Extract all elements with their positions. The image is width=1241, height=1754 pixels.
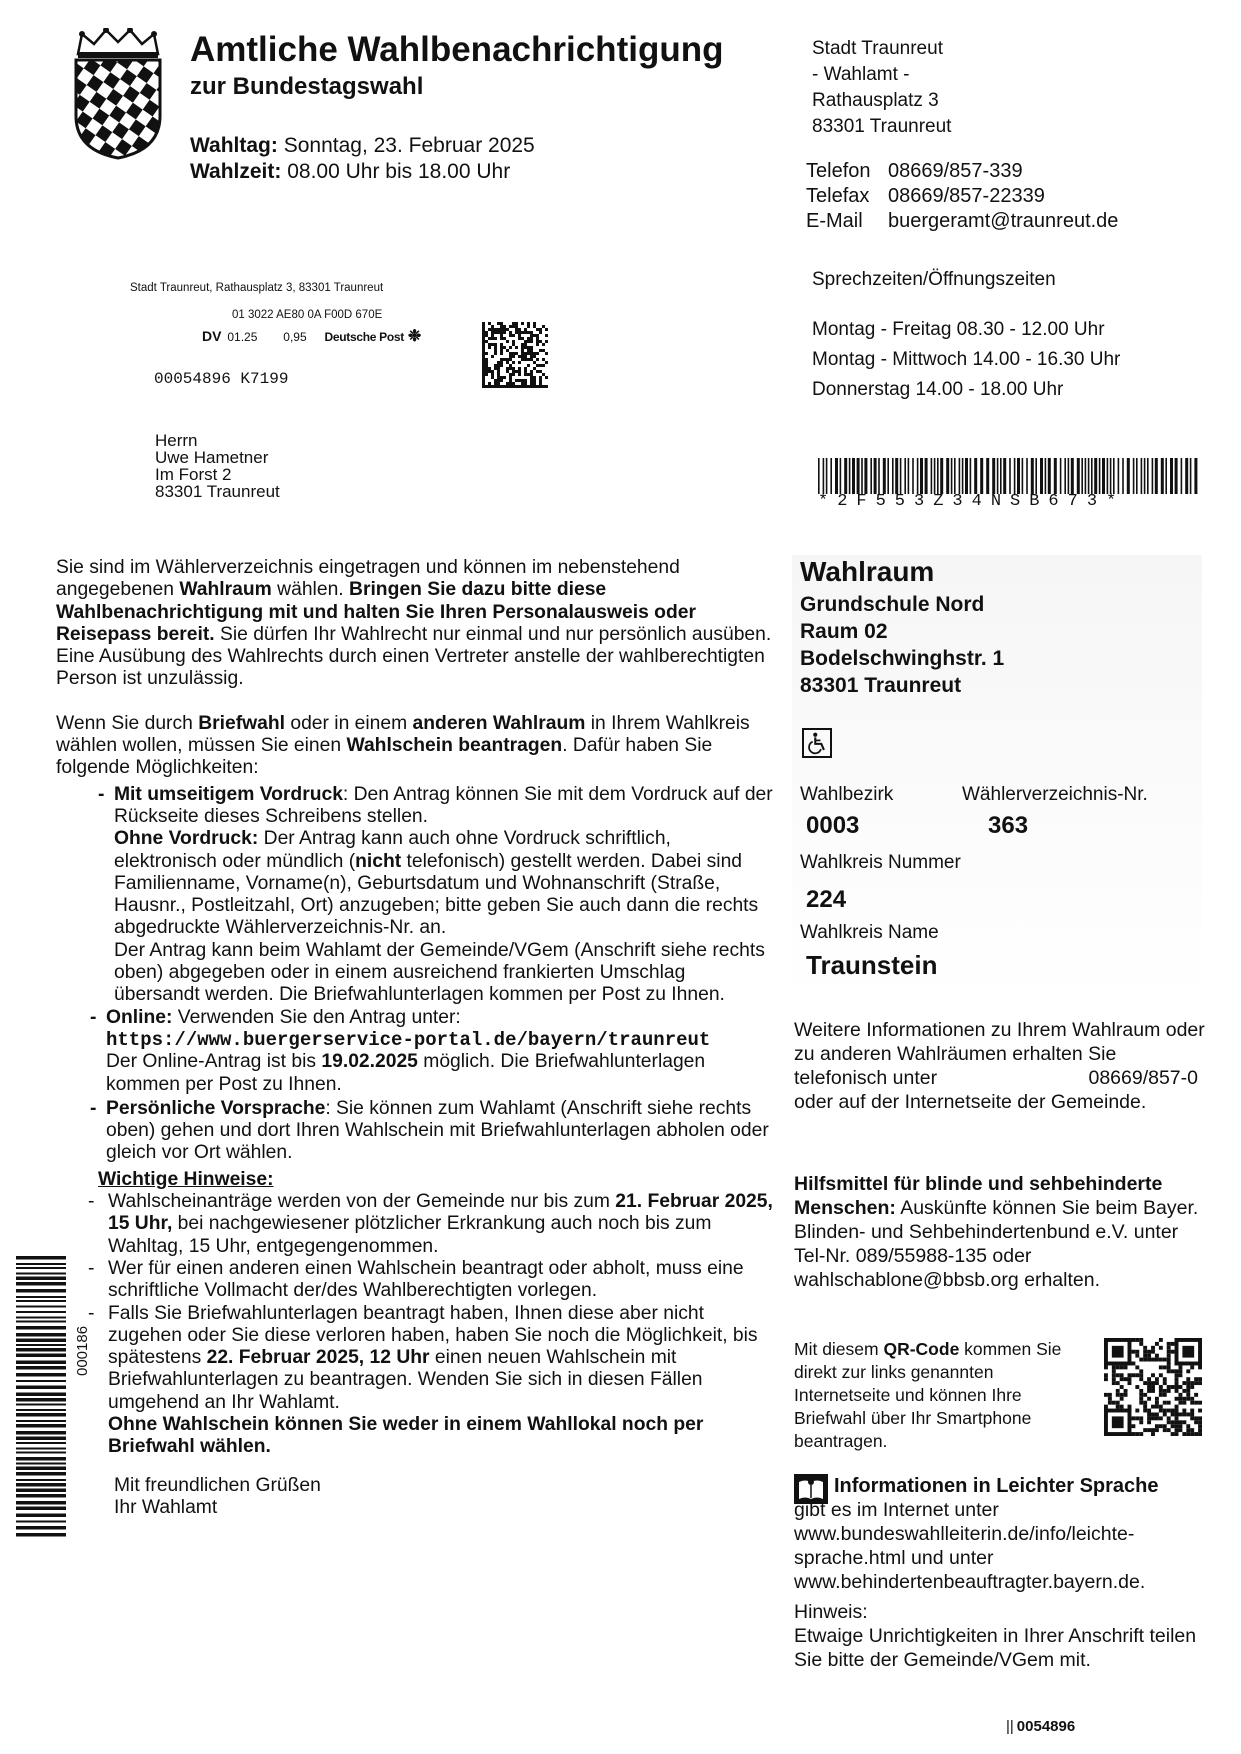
option-online: - Online: Verwenden Sie den Antrag unter: [90,1006,461,1028]
wahlbezirk-value: 0003 [806,812,860,839]
office-phone: Telefon 08669/857-339 [806,160,1023,182]
wahlkreis-name-label: Wahlkreis Name [800,922,939,943]
office-hours-title: Sprechzeiten/Öffnungszeiten [812,269,1056,290]
closing-greeting: Mit freundlichen Grüßen [114,1474,321,1496]
reference-number: || 0054896 [1006,1718,1076,1735]
important-notes [88,1168,776,1459]
postage-info: DV 01.25 0,95 Deutsche Post ❉ [202,328,422,345]
easy-language-paragraph: Informationen in Leichter Sprache gibt es im Internet unter www.bundeswahlleiterin.de/info/leichte-sprache.html und unter www.behindertenbeauftragter.bayern.de. [794,1475,1159,1593]
online-deadline: Der Online-Antrag ist bis 19.02.2025 möglich. Die Briefwahlunterlagen kommen per Post zu Ihnen. [106,1051,706,1095]
office-line: Rathausplatz 3 [812,90,939,111]
sender-line: Stadt Traunreut, Rathausplatz 3, 83301 Traunreut [130,282,384,294]
voter-register-label: Wählerverzeichnis-Nr. [962,784,1148,805]
wahlkreis-number-value: 224 [806,886,847,913]
note-proxy: - Wer für einen anderen einen Wahlschein beantragt oder abholt, muss eine schriftliche Vollmacht der/des Wahlberechtigten vorlegen. [88,1257,744,1302]
election-time: Wahlzeit: 08.00 Uhr bis 18.00 Uhr [190,160,511,183]
wahlraum-line: Grundschule Nord [800,593,985,616]
recipient-city: 83301 Traunreut [155,482,280,501]
office-hours-row: Montag - Freitag 08.30 - 12.00 Uhr [812,319,1105,340]
document-subtitle: zur Bundestagswahl [190,73,424,100]
wahlkreis-name-value: Traunstein [806,950,938,980]
wahlraum-line: Bodelschwinghstr. 1 [800,647,1005,670]
qr-code[interactable] [1104,1338,1202,1436]
datamatrix-code [482,322,548,388]
side-number: 000186 [74,1325,91,1376]
online-portal-link[interactable]: https://www.buergerservice-portal.de/bayern/traunreut [106,1028,711,1051]
office-fax: Telefax 08669/857-22339 [806,185,1045,207]
option-form: - Mit umseitigem Vordruck: Den Antrag können Sie mit dem Vordruck auf der Rückseite dieses Schreibens stellen. [98,783,773,827]
postage-code: 01 3022 AE80 0A F00D 670E [232,309,383,321]
bavarian-crest-icon [68,28,168,160]
barcode [818,458,1202,494]
blind-help-paragraph: Hilfsmittel für blinde und sehbehinderte Menschen: Auskünfte können Sie beim Bayer. Blinden- und Sehbehindertenbund e.V. unter Tel-Nr. 089/55988-135 oder wahlschablone@bbsb.org erhalten. [794,1173,1199,1291]
recipient-name: Uwe Hametner [155,448,269,467]
wahlbezirk-label: Wahlbezirk [800,784,894,805]
option-no-form: Ohne Vordruck: Der Antrag kann auch ohne Vordruck schriftlich, elektronisch oder mündlich (nicht telefonisch) gestellt werden. Dabei sind Familienname, Vorname(n), Geburtsdatum und Wohnanschrift (Straße, Hausnr., Postleitzahl, Ort) anzugeben; bitte geben Sie auch dann die rechts abgedruckte Wählerverzeichnis-Nr. an. [114,828,759,939]
main-text [56,557,776,1519]
wheelchair-icon [802,728,832,758]
info-phone: 08669/857-0 [1088,1067,1198,1089]
office-line: - Wahlamt - [812,64,910,85]
side-barcode [16,1256,66,1542]
absentee-paragraph: Wenn Sie durch Briefwahl oder in einem anderen Wahlraum in Ihrem Wahlkreis wählen wollen, müssen Sie einen Wahlschein beantragen. Dafür haben Sie folgende Möglichkeiten: [56,712,750,779]
qr-paragraph: Mit diesem QR-Code kommen Sie direkt zur links genannten Internetseite und können Ihre Briefwahl über Ihr Smartphone beantragen. [794,1339,1062,1451]
office-hours-row: Montag - Mittwoch 14.00 - 16.30 Uhr [812,349,1121,370]
election-day: Wahltag: Sonntag, 23. Februar 2025 [190,134,535,157]
recipient-street: Im Forst 2 [155,465,232,484]
wahlraum-title: Wahlraum [800,556,935,587]
voter-register-value: 363 [988,812,1029,839]
note-deadline: - Wahlscheinanträge werden von der Gemeinde nur bis zum 21. Februar 2025, 15 Uhr, bei nachgewiesener plötzlicher Erkrankung auch noch bis zum Wahltag, 15 Uhr, entgegengenommen. [88,1191,773,1257]
address-hint: Hinweis: Etwaige Unrichtigkeiten in Ihrer Anschrift teilen Sie bitte der Gemeinde/VGem mit. [794,1601,1197,1671]
office-hours-row: Donnerstag 14.00 - 18.00 Uhr [812,379,1064,400]
postage-reference: 00054896 K7199 [154,370,289,388]
wahlraum-line: Raum 02 [800,620,888,643]
office-line: 83301 Traunreut [812,116,952,137]
notes-title: Wichtige Hinweise: [98,1168,274,1190]
wahlkreis-number-label: Wahlkreis Nummer [800,852,961,873]
closing-signature: Ihr Wahlamt [114,1496,218,1518]
note-warning: Ohne Wahlschein können Sie weder in einem Wahllokal noch per Briefwahl wählen. [108,1413,704,1458]
barcode-text: *2F553Z34NSB673* [818,492,1126,511]
intro-paragraph: Sie sind im Wählerverzeichnis eingetragen und können im nebenstehend angegebenen Wahlraum wählen. Bringen Sie dazu bitte diese Wahlbenachrichtigung mit und halten Sie Ihren Personalausweis oder Reisepass bereit. Sie dürfen Ihr Wahlrecht nur einmal und nur persönlich ausüben. Eine Ausübung des Wahlrechts durch einen Vertreter anstelle der wahlberechtigten Person ist unzulässig. [56,557,772,690]
recipient-salutation: Herrn [155,431,198,450]
document-title: Amtliche Wahlbenachrichtigung [190,30,724,69]
office-email: E-Mail buergeramt@traunreut.de [806,210,1119,232]
post-horn-icon: ❉ [407,328,422,345]
wahlraum-line: 83301 Traunreut [800,674,962,697]
info-paragraph: Weitere Informationen zu Ihrem Wahlraum oder zu anderen Wahlräumen erhalten Sie telefonisch unter 08669/857-0 oder auf der Internetseite der Gemeinde. [794,1019,1205,1113]
office-line: Stadt Traunreut [812,38,943,59]
note-lost-documents: - Falls Sie Briefwahlunterlagen beantragt haben, Ihnen diese aber nicht zugehen oder Sie diese verloren haben, haben Sie noch die Möglichkeit, bis spätestens 22. Februar 2025, 12 Uhr einen neuen Wahlschein mit Briefwahlunterlagen zu beantragen. Wenden Sie sich in diesen Fällen umgehend an Ihr Wahlamt. [88,1302,758,1413]
option-in-person: - Persönliche Vorsprache: Sie können zum Wahlamt (Anschrift siehe rechts oben) gehen und dort Ihren Wahlschein mit Briefwahlunterlagen abholen oder gleich vor Ort wählen. [90,1097,769,1164]
option-submission: Der Antrag kann beim Wahlamt der Gemeinde/VGem (Anschrift siehe rechts oben) abgegeben oder in einem ausreichend frankierten Umschlag übersandt werden. Die Briefwahlunterlagen kommen per Post zu Ihnen. [114,939,765,1006]
